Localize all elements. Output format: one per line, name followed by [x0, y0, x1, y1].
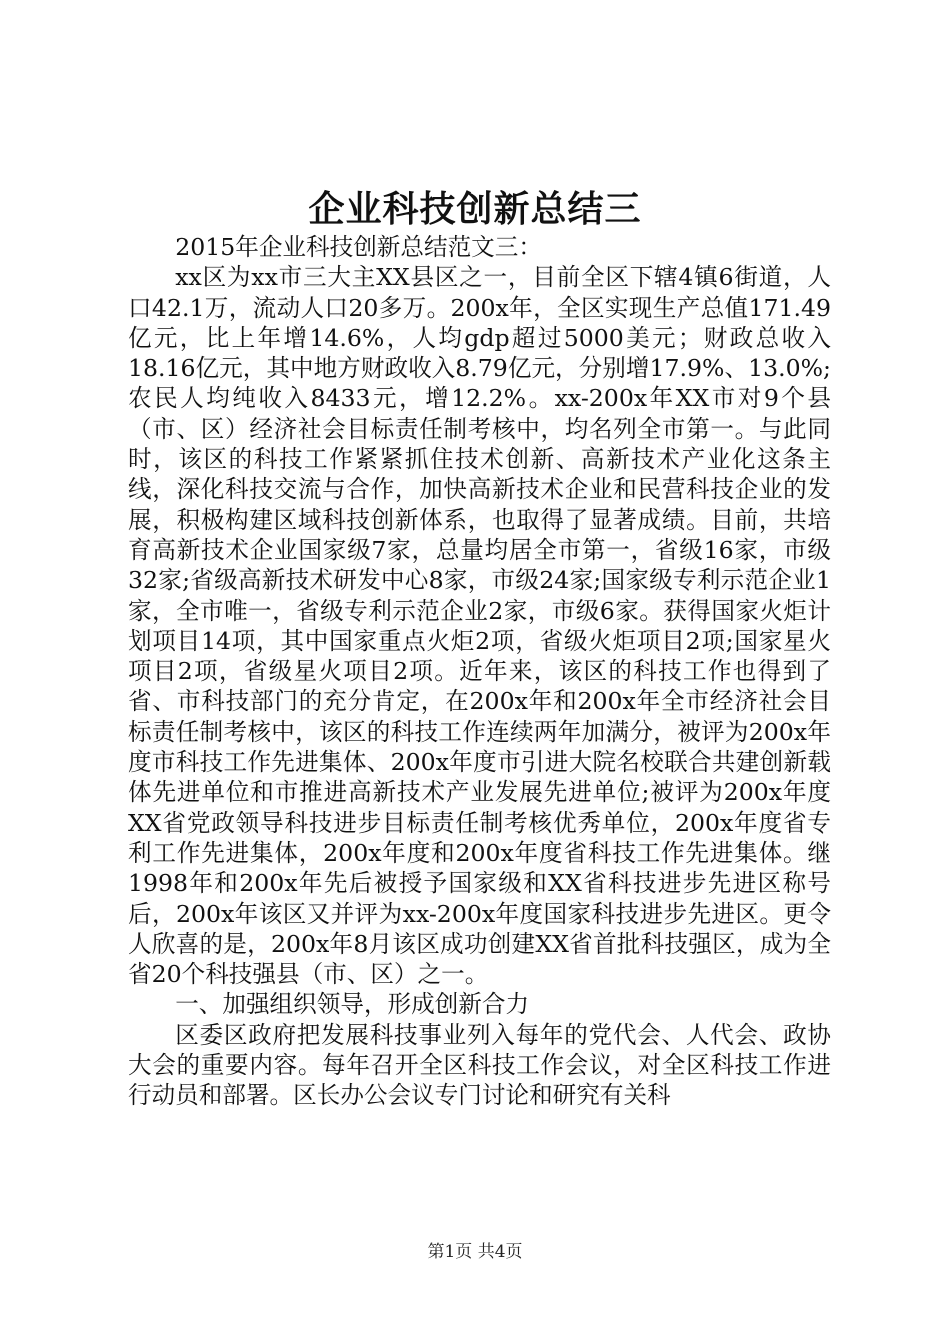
intro-paragraph: 2015年企业科技创新总结范文三： — [175, 233, 542, 261]
summary-paragraph: xx区为xx市三大主XX县区之一，目前全区下辖4镇6街道，人口42.1万，流动人口20多万。200x年，全区实现生产总值171.49亿元，比上年增14.6%，人均gdp超过5000美元；财政总收入18.16亿元，其中地方财政收入8.79亿元，分别增17.9%、13.0%;农民人均纯收入8433元，增12.2%。xx-200x年XX市对9个县（市、区）经济社会目标责任制考核中，均名列全市第一。与此同时，该区的科技工作紧紧抓住技术创新、高新技术产业化这条主线，深化科技交流与合作，加快高新技术企业和民营科技企业的发展，积极构建区域科技创新体系，也取得了显著成绩。目前，共培育高新技术企业国家级7家，总量均居全市第一，省级16家，市级32家;省级高新技术研发中心8家，市级24家;国家级专利示范企业1家，全市唯一，省级专利示范企业2家，市级6家。获得国家火炬计划项目14项，其中国家重点火炬2项，省级火炬项目2项;国家星火项目2项，省级星火项目2项。近年来，该区的科技工作也得到了省、市科技部门的充分肯定，在200x年和200x年全市经济社会目标责任制考核中，该区的科技工作连续两年加满分，被评为200x年度市科技工作先进集体、200x年度市引进大院名校联合共建创新载体先进单位和市推进高新技术产业发展先进单位;被评为200x年度XX省党政领导科技进步目标责任制考核优秀单位，200x年度省专利工作先进集体，200x年度和200x年度省科技工作先进集体。继1998年和200x年先后被授予国家级和XX省科技进步先进区称号后，200x年该区又并评为xx-200x年度国家科技进步先进区。更令人欣喜的是，200x年8月该区成功创建XX省首批科技强区，成为全省20个科技强县（市、区）之一。 — [128, 263, 831, 989]
section-heading: 一、加强组织领导，形成创新合力 — [175, 990, 530, 1019]
document-body — [128, 232, 831, 1111]
section-paragraph: 区委区政府把发展科技事业列入每年的党代会、人代会、政协大会的重要内容。每年召开全区科技工作会议，对全区科技工作进行动员和部署。区长办公会议专门讨论和研究有关科 — [128, 1020, 831, 1110]
page-footer: 第1页 共4页 — [427, 1242, 523, 1262]
document-title: 企业科技创新总结三 — [308, 188, 642, 230]
